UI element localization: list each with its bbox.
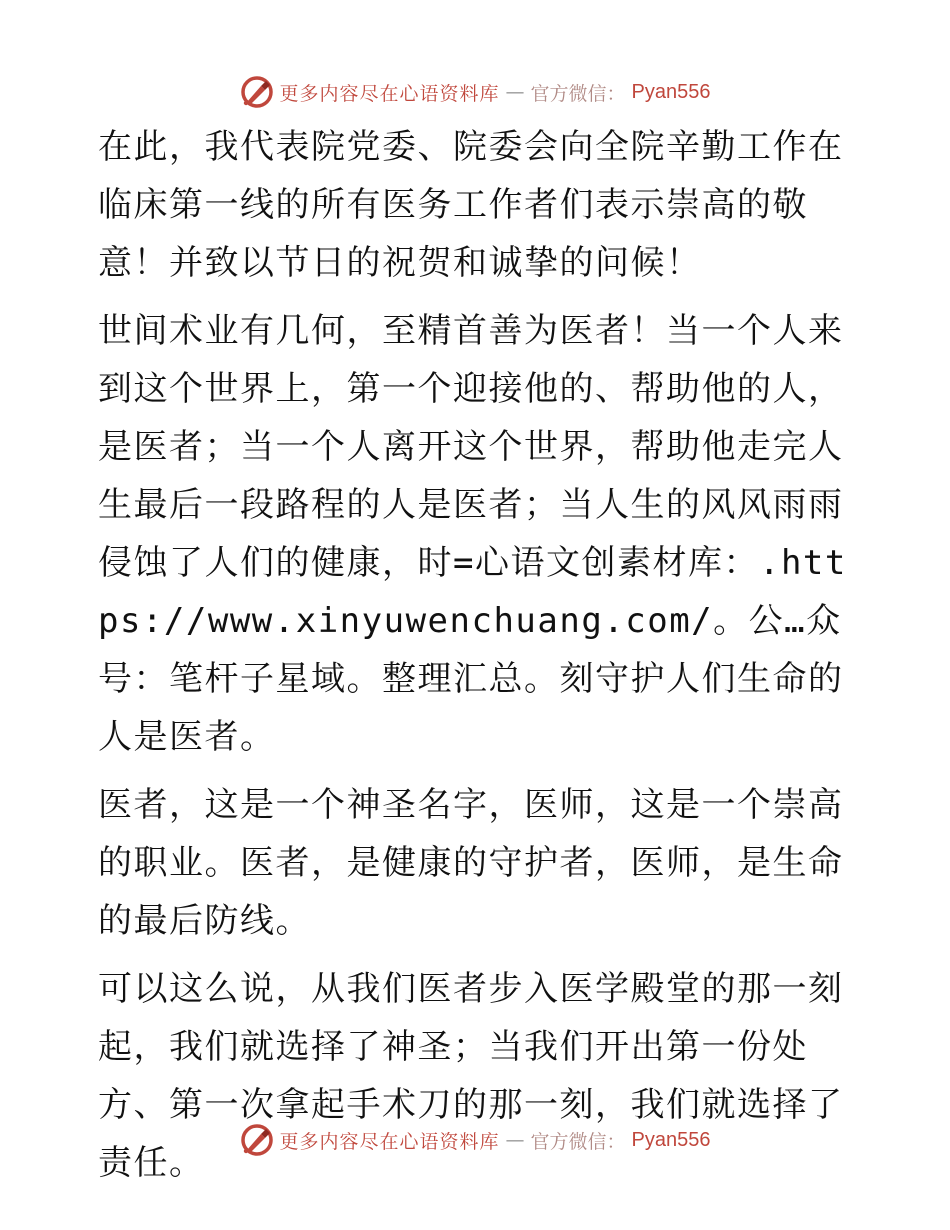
paragraph-4: 可以这么说，从我们医者步入医学殿堂的那一刻起，我们就选择了神圣；当我们开出第一份处方、第一次拿起手术刀的那一刻，我们就选择了责任。 <box>98 969 844 1183</box>
footer-promo-text: 更多内容尽在心语资料库 <box>279 1130 500 1153</box>
paragraph-3: 医者，这是一个神圣名字，医师，这是一个崇高的职业。医者，是健康的守护者，医师，是生命的最后防线。 <box>98 785 844 941</box>
header-promo-text: 更多内容尽在心语资料库 <box>279 82 500 105</box>
header-wechat-label: 官方微信： <box>530 82 626 105</box>
footer-wechat-label: 官方微信： <box>530 1130 626 1153</box>
pen-nib-logo-icon <box>240 1123 274 1157</box>
footer-banner <box>0 1120 950 1160</box>
footer-separator: — <box>505 1129 525 1151</box>
header-separator: — <box>505 81 525 103</box>
document-body <box>98 118 858 1202</box>
paragraph-1: 在此，我代表院党委、院委会向全院辛勤工作在临床第一线的所有医务工作者们表示崇高的敬意！并致以节日的祝贺和诚挚的问候！ <box>98 127 844 283</box>
header-banner <box>0 72 950 112</box>
paragraph-2: 世间术业有几何，至精首善为医者！当一个人来到这个世界上，第一个迎接他的、帮助他的人，是医者；当一个人离开这个世界，帮助他走完人生最后一段路程的人是医者；当人生的风风雨雨侵蚀了人们的健康，时=心语文创素材库：.https://www.xinyuwenchuang.com/。公…众号：笔杆子星域。整理汇总。刻守护人们生命的人是医者。 <box>98 311 847 757</box>
header-wechat-id: Pyan556 <box>631 80 711 103</box>
pen-nib-logo-icon <box>240 75 274 109</box>
footer-wechat-id: Pyan556 <box>631 1128 711 1151</box>
